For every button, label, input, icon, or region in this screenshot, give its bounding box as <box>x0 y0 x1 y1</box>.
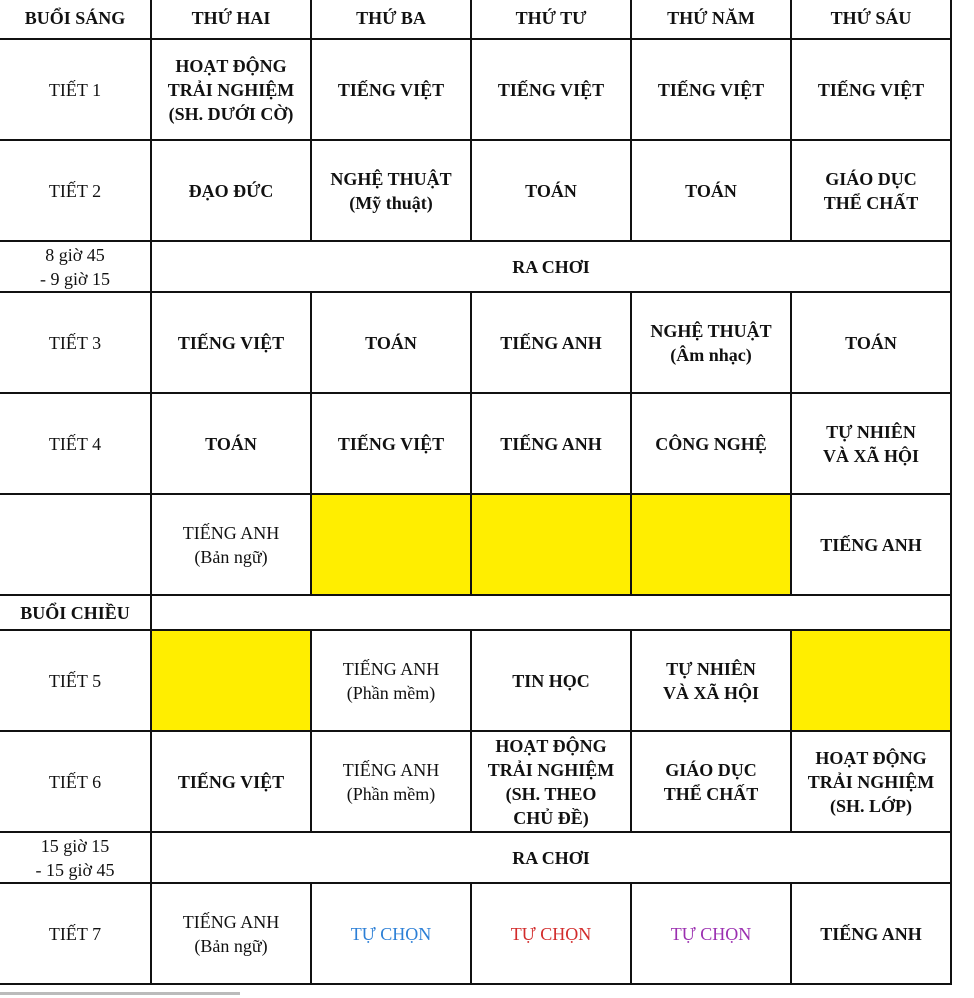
table-row <box>0 393 951 494</box>
cropped-footnote <box>0 990 300 998</box>
cell-mon <box>151 494 311 595</box>
cell-mon: ĐẠO ĐỨC <box>151 140 311 241</box>
cell-fri <box>791 731 951 832</box>
cell-tue <box>311 140 471 241</box>
cell-tue <box>311 630 471 731</box>
break-label: RA CHƠI <box>151 241 951 292</box>
cell-thu-elective: TỰ CHỌN <box>631 883 791 984</box>
table-row <box>0 883 951 984</box>
highlight-cell <box>631 494 791 595</box>
cell-line: 8 giờ 45 <box>45 244 105 265</box>
table-row <box>0 494 951 595</box>
cell-thu <box>631 292 791 393</box>
header-tuesday: THỨ BA <box>311 0 471 39</box>
cell-line: VÀ XÃ HỘI <box>662 682 759 703</box>
cell-line: (SH. DƯỚI CỜ) <box>168 103 294 124</box>
header-session-morning: BUỔI SÁNG <box>0 0 151 39</box>
break-time <box>0 241 151 292</box>
period-label: TIẾT 2 <box>0 140 151 241</box>
cell-line: (SH. THEO <box>505 783 597 804</box>
cell-fri <box>791 140 951 241</box>
cell-tue: TIẾNG VIỆT <box>311 39 471 140</box>
cell-line: TỰ NHIÊN <box>826 421 916 442</box>
cell-line: TRẢI NGHIỆM <box>807 771 935 792</box>
cell-tue: TOÁN <box>311 292 471 393</box>
cell-line: (Bản ngữ) <box>194 935 268 956</box>
period-label: TIẾT 7 <box>0 883 151 984</box>
period-label: TIẾT 4 <box>0 393 151 494</box>
header-monday: THỨ HAI <box>151 0 311 39</box>
cell-line: TIẾNG ANH <box>182 911 280 932</box>
cell-wed-elective: TỰ CHỌN <box>471 883 631 984</box>
cell-thu: CÔNG NGHỆ <box>631 393 791 494</box>
table-row <box>0 630 951 731</box>
session-row-empty <box>151 595 951 630</box>
cell-fri: TIẾNG ANH <box>791 883 951 984</box>
table-row <box>0 731 951 832</box>
cell-tue-elective: TỰ CHỌN <box>311 883 471 984</box>
cell-wed <box>471 731 631 832</box>
period-label: TIẾT 5 <box>0 630 151 731</box>
cell-mon: TIẾNG VIỆT <box>151 731 311 832</box>
period-label: TIẾT 1 <box>0 39 151 140</box>
header-wednesday: THỨ TƯ <box>471 0 631 39</box>
cell-line: - 15 giờ 45 <box>35 859 115 880</box>
header-friday: THỨ SÁU <box>791 0 951 39</box>
highlight-cell <box>311 494 471 595</box>
table-row <box>0 39 951 140</box>
cell-line: TIẾNG ANH <box>182 522 280 543</box>
cell-line: HOẠT ĐỘNG <box>815 747 927 768</box>
cell-fri: TIẾNG VIỆT <box>791 39 951 140</box>
cell-line: (Mỹ thuật) <box>349 192 433 213</box>
cell-line: 15 giờ 15 <box>40 835 110 856</box>
cell-wed: TIẾNG ANH <box>471 292 631 393</box>
cell-wed: TIN HỌC <box>471 630 631 731</box>
cell-wed: TIẾNG VIỆT <box>471 39 631 140</box>
cell-mon <box>151 883 311 984</box>
cell-line: TIẾNG ANH <box>342 658 440 679</box>
afternoon-label: BUỔI CHIỀU <box>0 595 151 630</box>
cell-wed: TOÁN <box>471 140 631 241</box>
break-row <box>0 241 951 292</box>
cell-mon: TIẾNG VIỆT <box>151 292 311 393</box>
highlight-cell <box>791 630 951 731</box>
cell-line: (Bản ngữ) <box>194 546 268 567</box>
cell-line: CHỦ ĐỀ) <box>513 807 589 828</box>
table-row <box>0 140 951 241</box>
cell-tue <box>311 731 471 832</box>
cell-line: TRẢI NGHIỆM <box>167 79 295 100</box>
cell-line: TIẾNG ANH <box>342 759 440 780</box>
cell-line: (Âm nhạc) <box>670 344 752 365</box>
period-label: TIẾT 6 <box>0 731 151 832</box>
cell-line: (Phần mềm) <box>346 783 436 804</box>
cell-line: GIÁO DỤC <box>665 759 757 780</box>
cell-thu: TIẾNG VIỆT <box>631 39 791 140</box>
cell-line: (Phần mềm) <box>346 682 436 703</box>
cell-line: TỰ NHIÊN <box>666 658 756 679</box>
footnote-fragment <box>0 992 240 995</box>
cell-wed: TIẾNG ANH <box>471 393 631 494</box>
highlight-cell <box>151 630 311 731</box>
cell-line: THỂ CHẤT <box>823 192 919 213</box>
cell-line: VÀ XÃ HỘI <box>822 445 919 466</box>
cell-line: THỂ CHẤT <box>663 783 759 804</box>
cell-mon <box>151 39 311 140</box>
cell-line: HOẠT ĐỘNG <box>495 735 607 756</box>
break-row <box>0 832 951 883</box>
cell-line: NGHỆ THUẬT <box>650 320 772 341</box>
session-row <box>0 595 951 630</box>
break-time <box>0 832 151 883</box>
highlight-cell <box>471 494 631 595</box>
period-label-empty <box>0 494 151 595</box>
break-label: RA CHƠI <box>151 832 951 883</box>
cell-fri: TOÁN <box>791 292 951 393</box>
cell-thu <box>631 630 791 731</box>
table-row <box>0 292 951 393</box>
cell-line: GIÁO DỤC <box>825 168 917 189</box>
cell-tue: TIẾNG VIỆT <box>311 393 471 494</box>
cell-line: NGHỆ THUẬT <box>330 168 452 189</box>
period-label: TIẾT 3 <box>0 292 151 393</box>
header-thursday: THỨ NĂM <box>631 0 791 39</box>
header-row <box>0 0 951 39</box>
cell-fri <box>791 393 951 494</box>
cell-line: (SH. LỚP) <box>829 795 912 816</box>
cell-line: - 9 giờ 15 <box>39 268 110 289</box>
cell-thu: TOÁN <box>631 140 791 241</box>
cell-fri: TIẾNG ANH <box>791 494 951 595</box>
cell-line: HOẠT ĐỘNG <box>175 55 287 76</box>
cell-mon: TOÁN <box>151 393 311 494</box>
cell-line: TRẢI NGHIỆM <box>487 759 615 780</box>
cell-thu <box>631 731 791 832</box>
